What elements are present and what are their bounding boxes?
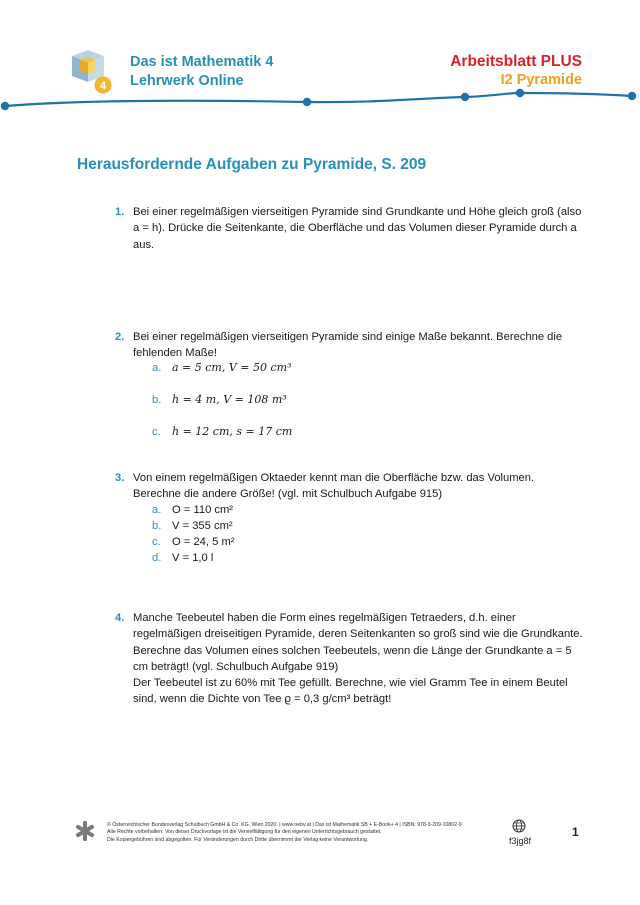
page-number: 1 xyxy=(572,825,579,839)
task-4 xyxy=(115,610,585,708)
globe-icon[interactable] xyxy=(512,819,526,833)
subtask-value: V = 355 cm² xyxy=(172,520,233,532)
footer-line: Die Kopiergebühren sind abgegolten. Für Veränderungen durch Dritte übernimmt der Verlag keine Verantwortung. xyxy=(107,836,369,843)
publisher-logo-icon xyxy=(74,820,96,842)
brand-title: Das ist Mathematik 4 xyxy=(130,54,274,70)
task-text: Bei einer regelmäßigen vierseitigen Pyramide sind einige Maße bekannt. Berechne die fehlenden Maße! xyxy=(133,331,563,360)
wave-dot xyxy=(461,93,469,101)
wave-dot xyxy=(303,98,311,106)
subtask-value: O = 110 cm² xyxy=(172,504,234,516)
task-number: 3. xyxy=(115,472,125,484)
subtask-letter: b. xyxy=(152,394,162,406)
subtask-letter: d. xyxy=(152,552,162,564)
subtask-letter: a. xyxy=(152,362,162,374)
task-text: Manche Teebeutel haben die Form eines regelmäßigen Tetraeders, d.h. einer regelmäßigen dreiseitigen Pyramide, deren Seitenkanten so groß sind wie die Grundkante. Berechne das Volumen eines solchen Teebeutels, wenn die Länge der Grundkante a = 5 cm beträgt! (vgl. Schulbuch Aufgabe 919) xyxy=(133,612,583,673)
copyright-footer xyxy=(107,822,502,844)
subtask-value: h = 4 m, V = 108 m³ xyxy=(172,393,287,406)
footer-line: Alle Rechte vorbehalten. Von dieser Druckvorlage ist die Vervielfältigung für den eigenen Unterrichtsgebrauch gestattet. xyxy=(107,829,382,836)
footer-line: © Österreichischer Bundesverlag Schulbuch GmbH & Co. KG, Wien 2020. | www.oebv.at | Das ist Mathematik SB + E-Book+ 4 | ISBN: 978-3-209-10802-9 xyxy=(107,822,462,828)
page-title: Herausfordernde Aufgaben zu Pyramide, S. 209 xyxy=(77,156,427,173)
subtask-value: h = 12 cm, s = 17 cm xyxy=(172,425,293,438)
task-2 xyxy=(115,329,585,438)
wave-dot xyxy=(1,102,9,110)
brand-subtitle: Lehrwerk Online xyxy=(130,73,244,89)
subtask-value: V = 1,0 l xyxy=(172,552,214,564)
online-code[interactable]: f3jg8f xyxy=(509,836,532,846)
task-1 xyxy=(115,204,585,253)
sheet-title: Arbeitsblatt PLUS xyxy=(450,53,582,70)
subtask-value: O = 24, 5 m² xyxy=(172,536,235,548)
subtask-letter: c. xyxy=(152,426,161,438)
task-text-continued: Der Teebeutel ist zu 60% mit Tee gefüllt. Berechne, wie viel Gramm Tee in einem Beutel sind, wenn die Dichte von Tee ϱ = 0,3 g/cm³ beträgt! xyxy=(133,677,568,706)
task-text: Bei einer regelmäßigen vierseitigen Pyramide sind Grundkante und Höhe gleich groß (also a = h). Drücke die Seitenkante, die Oberfläche und das Volumen dieser Pyramide durch a aus. xyxy=(133,206,582,251)
subtask-value: a = 5 cm, V = 50 cm³ xyxy=(172,361,292,374)
task-number: 4. xyxy=(115,612,125,624)
wave-dot xyxy=(628,92,636,100)
task-number: 2. xyxy=(115,331,125,343)
task-3 xyxy=(115,470,585,564)
subtask-letter: a. xyxy=(152,504,162,516)
svg-text:4: 4 xyxy=(99,80,107,92)
subtask-letter: c. xyxy=(152,536,161,548)
subtask-letter: b. xyxy=(152,520,162,532)
header-wave-line xyxy=(0,84,640,120)
task-number: 1. xyxy=(115,206,125,218)
task-text: Von einem regelmäßigen Oktaeder kennt man die Oberfläche bzw. das Volumen. Berechne die andere Größe! (vgl. mit Schulbuch Aufgabe 915) xyxy=(133,472,535,501)
sheet-subtitle: I2 Pyramide xyxy=(500,72,582,88)
wave-dot xyxy=(516,89,524,97)
